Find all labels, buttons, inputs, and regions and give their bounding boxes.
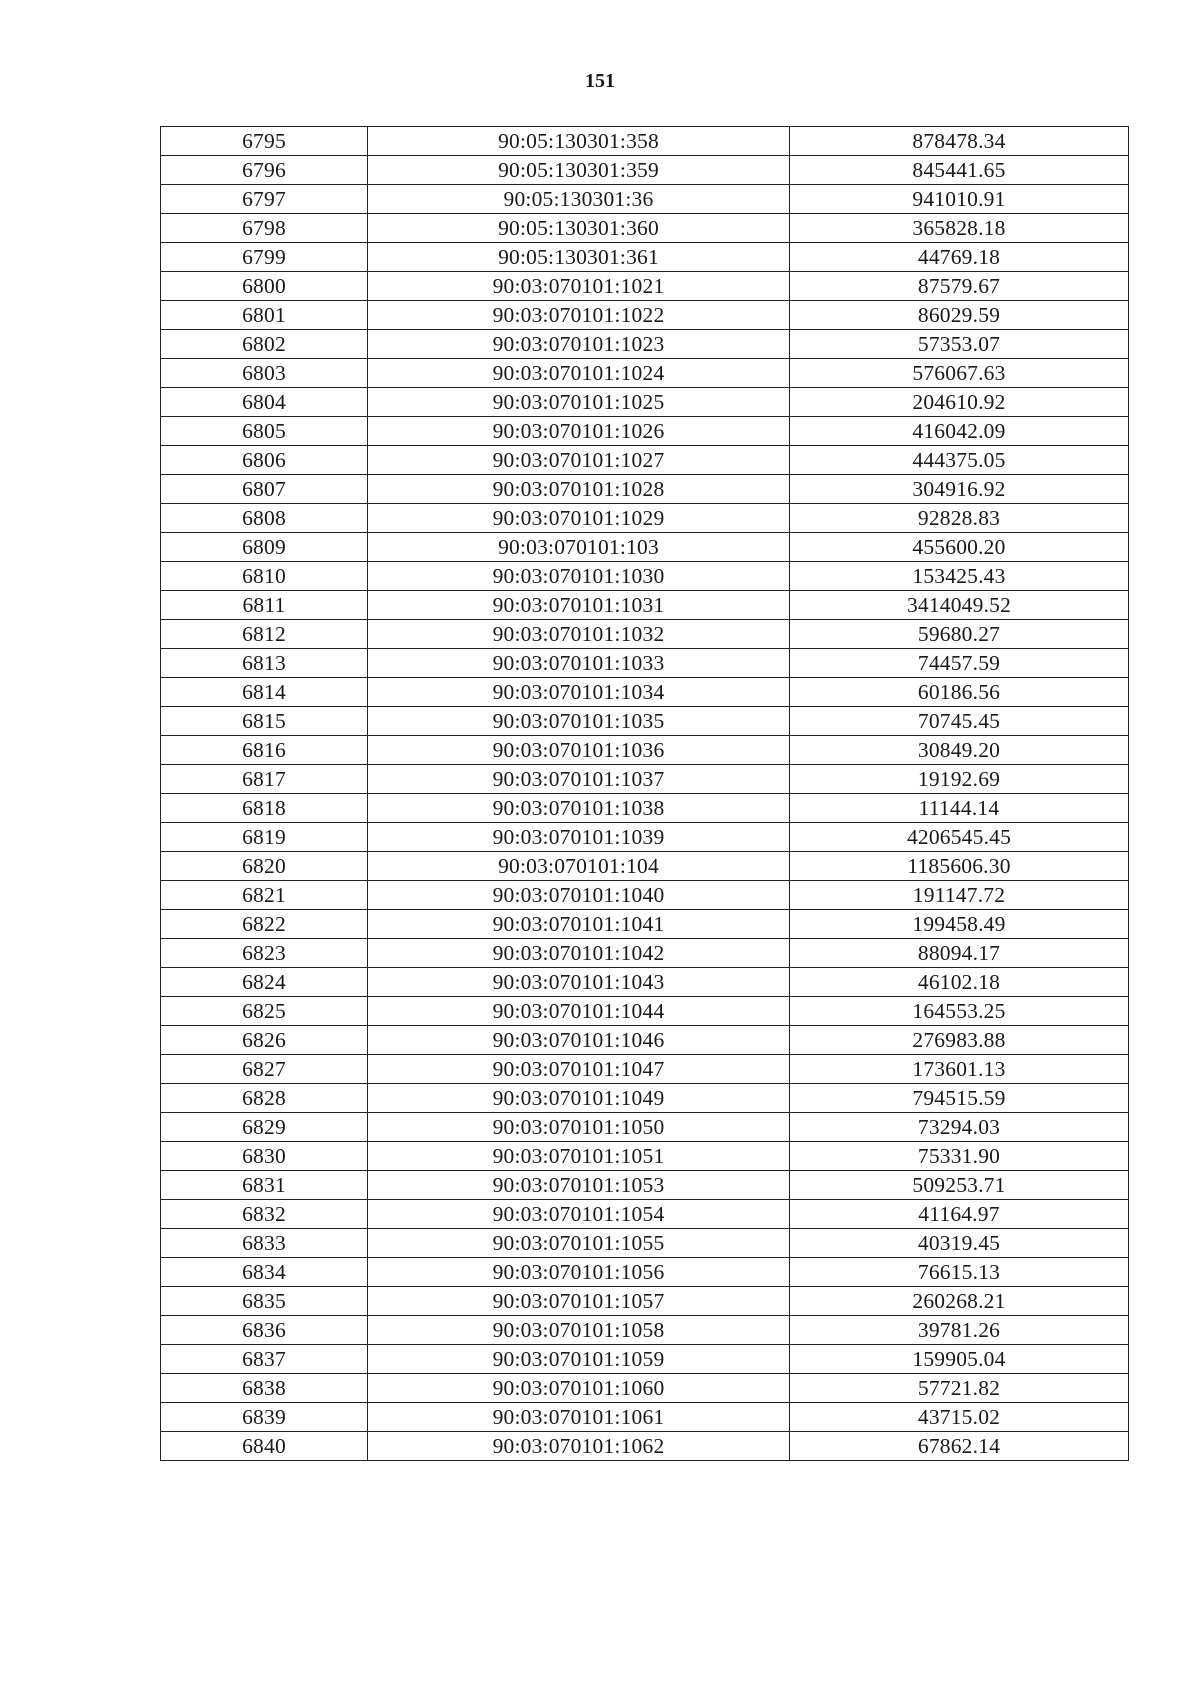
row-number-cell: 6821 <box>161 881 368 910</box>
cadastral-number-cell: 90:05:130301:36 <box>368 185 790 214</box>
row-number-cell: 6817 <box>161 765 368 794</box>
registry-table <box>160 126 1129 1461</box>
value-cell: 455600.20 <box>790 533 1129 562</box>
value-cell: 59680.27 <box>790 620 1129 649</box>
cadastral-number-cell: 90:03:070101:1032 <box>368 620 790 649</box>
row-number-cell: 6811 <box>161 591 368 620</box>
value-cell: 204610.92 <box>790 388 1129 417</box>
value-cell: 304916.92 <box>790 475 1129 504</box>
value-cell: 11144.14 <box>790 794 1129 823</box>
row-number-cell: 6809 <box>161 533 368 562</box>
value-cell: 173601.13 <box>790 1055 1129 1084</box>
value-cell: 57353.07 <box>790 330 1129 359</box>
value-cell: 73294.03 <box>790 1113 1129 1142</box>
table-row <box>161 968 1129 997</box>
cadastral-number-cell: 90:03:070101:1060 <box>368 1374 790 1403</box>
row-number-cell: 6819 <box>161 823 368 852</box>
row-number-cell: 6838 <box>161 1374 368 1403</box>
page-number: 151 <box>585 70 615 92</box>
row-number-cell: 6836 <box>161 1316 368 1345</box>
table-row <box>161 910 1129 939</box>
row-number-cell: 6840 <box>161 1432 368 1461</box>
cadastral-number-cell: 90:03:070101:104 <box>368 852 790 881</box>
value-cell: 509253.71 <box>790 1171 1129 1200</box>
row-number-cell: 6798 <box>161 214 368 243</box>
cadastral-number-cell: 90:03:070101:1036 <box>368 736 790 765</box>
table-row <box>161 1403 1129 1432</box>
table-row <box>161 1084 1129 1113</box>
cadastral-number-cell: 90:03:070101:1023 <box>368 330 790 359</box>
table-row <box>161 1345 1129 1374</box>
value-cell: 87579.67 <box>790 272 1129 301</box>
cadastral-number-cell: 90:05:130301:359 <box>368 156 790 185</box>
cadastral-number-cell: 90:03:070101:1038 <box>368 794 790 823</box>
row-number-cell: 6806 <box>161 446 368 475</box>
table-row <box>161 794 1129 823</box>
table-row <box>161 620 1129 649</box>
table-row <box>161 417 1129 446</box>
table-row <box>161 1287 1129 1316</box>
cadastral-number-cell: 90:03:070101:1024 <box>368 359 790 388</box>
cadastral-number-cell: 90:03:070101:1040 <box>368 881 790 910</box>
value-cell: 794515.59 <box>790 1084 1129 1113</box>
table-row <box>161 446 1129 475</box>
cadastral-number-cell: 90:03:070101:1021 <box>368 272 790 301</box>
value-cell: 67862.14 <box>790 1432 1129 1461</box>
value-cell: 75331.90 <box>790 1142 1129 1171</box>
table-row <box>161 301 1129 330</box>
table-row <box>161 678 1129 707</box>
cadastral-number-cell: 90:03:070101:1039 <box>368 823 790 852</box>
table-row <box>161 562 1129 591</box>
table-row <box>161 1316 1129 1345</box>
row-number-cell: 6797 <box>161 185 368 214</box>
table-row <box>161 1374 1129 1403</box>
table-row <box>161 852 1129 881</box>
cadastral-number-cell: 90:03:070101:1051 <box>368 1142 790 1171</box>
table-row <box>161 591 1129 620</box>
cadastral-number-cell: 90:03:070101:1029 <box>368 504 790 533</box>
cadastral-number-cell: 90:03:070101:1027 <box>368 446 790 475</box>
value-cell: 74457.59 <box>790 649 1129 678</box>
value-cell: 444375.05 <box>790 446 1129 475</box>
row-number-cell: 6802 <box>161 330 368 359</box>
value-cell: 40319.45 <box>790 1229 1129 1258</box>
cadastral-number-cell: 90:03:070101:1030 <box>368 562 790 591</box>
value-cell: 41164.97 <box>790 1200 1129 1229</box>
cadastral-number-cell: 90:03:070101:1061 <box>368 1403 790 1432</box>
row-number-cell: 6825 <box>161 997 368 1026</box>
row-number-cell: 6834 <box>161 1258 368 1287</box>
row-number-cell: 6810 <box>161 562 368 591</box>
cadastral-number-cell: 90:03:070101:1055 <box>368 1229 790 1258</box>
table-row <box>161 1026 1129 1055</box>
cadastral-number-cell: 90:03:070101:1062 <box>368 1432 790 1461</box>
table-row <box>161 388 1129 417</box>
value-cell: 159905.04 <box>790 1345 1129 1374</box>
value-cell: 60186.56 <box>790 678 1129 707</box>
cadastral-number-cell: 90:03:070101:1033 <box>368 649 790 678</box>
cadastral-number-cell: 90:05:130301:361 <box>368 243 790 272</box>
cadastral-number-cell: 90:03:070101:1049 <box>368 1084 790 1113</box>
cadastral-number-cell: 90:03:070101:1022 <box>368 301 790 330</box>
row-number-cell: 6820 <box>161 852 368 881</box>
cadastral-number-cell: 90:03:070101:1034 <box>368 678 790 707</box>
value-cell: 46102.18 <box>790 968 1129 997</box>
value-cell: 941010.91 <box>790 185 1129 214</box>
row-number-cell: 6804 <box>161 388 368 417</box>
table-row <box>161 736 1129 765</box>
value-cell: 416042.09 <box>790 417 1129 446</box>
value-cell: 276983.88 <box>790 1026 1129 1055</box>
value-cell: 19192.69 <box>790 765 1129 794</box>
cadastral-number-cell: 90:03:070101:1028 <box>368 475 790 504</box>
value-cell: 878478.34 <box>790 127 1129 156</box>
value-cell: 153425.43 <box>790 562 1129 591</box>
table-row <box>161 1229 1129 1258</box>
cadastral-number-cell: 90:05:130301:360 <box>368 214 790 243</box>
row-number-cell: 6839 <box>161 1403 368 1432</box>
cadastral-number-cell: 90:03:070101:1058 <box>368 1316 790 1345</box>
row-number-cell: 6830 <box>161 1142 368 1171</box>
cadastral-number-cell: 90:03:070101:1057 <box>368 1287 790 1316</box>
row-number-cell: 6807 <box>161 475 368 504</box>
value-cell: 70745.45 <box>790 707 1129 736</box>
value-cell: 260268.21 <box>790 1287 1129 1316</box>
value-cell: 1185606.30 <box>790 852 1129 881</box>
value-cell: 39781.26 <box>790 1316 1129 1345</box>
table-row <box>161 272 1129 301</box>
value-cell: 76615.13 <box>790 1258 1129 1287</box>
cadastral-number-cell: 90:03:070101:1050 <box>368 1113 790 1142</box>
table-row <box>161 1171 1129 1200</box>
row-number-cell: 6803 <box>161 359 368 388</box>
table-row <box>161 359 1129 388</box>
table-row <box>161 707 1129 736</box>
table-row <box>161 1142 1129 1171</box>
table-row <box>161 156 1129 185</box>
row-number-cell: 6831 <box>161 1171 368 1200</box>
value-cell: 164553.25 <box>790 997 1129 1026</box>
table-row <box>161 939 1129 968</box>
value-cell: 191147.72 <box>790 881 1129 910</box>
cadastral-number-cell: 90:03:070101:103 <box>368 533 790 562</box>
cadastral-number-cell: 90:03:070101:1041 <box>368 910 790 939</box>
table-row <box>161 1432 1129 1461</box>
row-number-cell: 6822 <box>161 910 368 939</box>
cadastral-number-cell: 90:03:070101:1037 <box>368 765 790 794</box>
value-cell: 576067.63 <box>790 359 1129 388</box>
row-number-cell: 6828 <box>161 1084 368 1113</box>
table-row <box>161 185 1129 214</box>
value-cell: 3414049.52 <box>790 591 1129 620</box>
table-row <box>161 127 1129 156</box>
cadastral-number-cell: 90:03:070101:1025 <box>368 388 790 417</box>
table-row <box>161 1113 1129 1142</box>
table-row <box>161 475 1129 504</box>
row-number-cell: 6795 <box>161 127 368 156</box>
value-cell: 199458.49 <box>790 910 1129 939</box>
table-row <box>161 765 1129 794</box>
value-cell: 30849.20 <box>790 736 1129 765</box>
table-row <box>161 243 1129 272</box>
value-cell: 92828.83 <box>790 504 1129 533</box>
row-number-cell: 6800 <box>161 272 368 301</box>
cadastral-number-cell: 90:03:070101:1026 <box>368 417 790 446</box>
cadastral-number-cell: 90:03:070101:1035 <box>368 707 790 736</box>
row-number-cell: 6833 <box>161 1229 368 1258</box>
row-number-cell: 6801 <box>161 301 368 330</box>
cadastral-number-cell: 90:03:070101:1046 <box>368 1026 790 1055</box>
cadastral-number-cell: 90:03:070101:1056 <box>368 1258 790 1287</box>
value-cell: 365828.18 <box>790 214 1129 243</box>
table-row <box>161 649 1129 678</box>
value-cell: 57721.82 <box>790 1374 1129 1403</box>
row-number-cell: 6808 <box>161 504 368 533</box>
table-row <box>161 1200 1129 1229</box>
row-number-cell: 6815 <box>161 707 368 736</box>
registry-table-body <box>161 127 1129 1461</box>
row-number-cell: 6814 <box>161 678 368 707</box>
table-row <box>161 881 1129 910</box>
table-row <box>161 1055 1129 1084</box>
cadastral-number-cell: 90:05:130301:358 <box>368 127 790 156</box>
row-number-cell: 6832 <box>161 1200 368 1229</box>
row-number-cell: 6799 <box>161 243 368 272</box>
table-row <box>161 330 1129 359</box>
row-number-cell: 6824 <box>161 968 368 997</box>
cadastral-number-cell: 90:03:070101:1042 <box>368 939 790 968</box>
cadastral-number-cell: 90:03:070101:1059 <box>368 1345 790 1374</box>
table-row <box>161 1258 1129 1287</box>
table-row <box>161 504 1129 533</box>
row-number-cell: 6829 <box>161 1113 368 1142</box>
cadastral-number-cell: 90:03:070101:1031 <box>368 591 790 620</box>
row-number-cell: 6827 <box>161 1055 368 1084</box>
value-cell: 4206545.45 <box>790 823 1129 852</box>
row-number-cell: 6823 <box>161 939 368 968</box>
value-cell: 43715.02 <box>790 1403 1129 1432</box>
row-number-cell: 6818 <box>161 794 368 823</box>
cadastral-number-cell: 90:03:070101:1047 <box>368 1055 790 1084</box>
cadastral-number-cell: 90:03:070101:1043 <box>368 968 790 997</box>
row-number-cell: 6813 <box>161 649 368 678</box>
value-cell: 88094.17 <box>790 939 1129 968</box>
value-cell: 86029.59 <box>790 301 1129 330</box>
row-number-cell: 6805 <box>161 417 368 446</box>
row-number-cell: 6796 <box>161 156 368 185</box>
cadastral-number-cell: 90:03:070101:1053 <box>368 1171 790 1200</box>
row-number-cell: 6816 <box>161 736 368 765</box>
table-row <box>161 533 1129 562</box>
value-cell: 845441.65 <box>790 156 1129 185</box>
cadastral-number-cell: 90:03:070101:1054 <box>368 1200 790 1229</box>
row-number-cell: 6812 <box>161 620 368 649</box>
row-number-cell: 6826 <box>161 1026 368 1055</box>
cadastral-number-cell: 90:03:070101:1044 <box>368 997 790 1026</box>
table-row <box>161 997 1129 1026</box>
row-number-cell: 6835 <box>161 1287 368 1316</box>
table-row <box>161 823 1129 852</box>
table-row <box>161 214 1129 243</box>
value-cell: 44769.18 <box>790 243 1129 272</box>
row-number-cell: 6837 <box>161 1345 368 1374</box>
